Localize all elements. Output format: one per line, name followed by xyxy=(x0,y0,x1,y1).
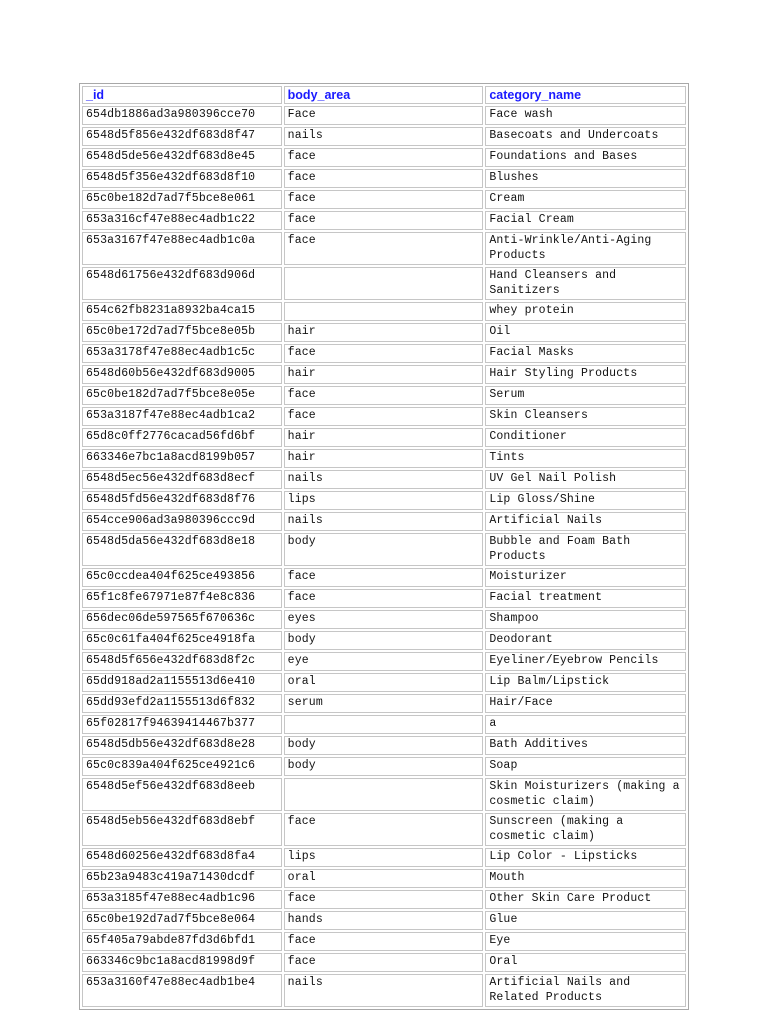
id-cell: 6548d5eb56e432df683d8ebf xyxy=(82,813,282,846)
category-name-cell: Lip Color - Lipsticks xyxy=(485,848,686,867)
table-row xyxy=(82,778,686,811)
body-area-cell xyxy=(284,267,484,300)
category-name-cell: Eyeliner/Eyebrow Pencils xyxy=(485,652,686,671)
body-area-cell: hair xyxy=(284,449,484,468)
table-row xyxy=(82,813,686,846)
id-cell: 6548d60256e432df683d8fa4 xyxy=(82,848,282,867)
table-row xyxy=(82,610,686,629)
category-name-cell: Lip Balm/Lipstick xyxy=(485,673,686,692)
body-area-cell: nails xyxy=(284,512,484,531)
category-name-cell: Deodorant xyxy=(485,631,686,650)
body-area-cell: face xyxy=(284,386,484,405)
category-name-cell: Serum xyxy=(485,386,686,405)
id-cell: 653a3187f47e88ec4adb1ca2 xyxy=(82,407,282,426)
id-cell: 6548d5f856e432df683d8f47 xyxy=(82,127,282,146)
id-cell: 65c0c61fa404f625ce4918fa xyxy=(82,631,282,650)
body-area-cell: hair xyxy=(284,323,484,342)
table-row xyxy=(82,631,686,650)
category-name-cell: Sunscreen (making a cosmetic claim) xyxy=(485,813,686,846)
body-area-cell: nails xyxy=(284,974,484,1007)
body-area-cell: face xyxy=(284,589,484,608)
id-cell: 653a3160f47e88ec4adb1be4 xyxy=(82,974,282,1007)
table-row xyxy=(82,211,686,230)
category-name-cell: Basecoats and Undercoats xyxy=(485,127,686,146)
id-cell: 6548d61756e432df683d906d xyxy=(82,267,282,300)
category-name-cell: Mouth xyxy=(485,869,686,888)
category-name-cell: Eye xyxy=(485,932,686,951)
id-cell: 65c0be182d7ad7f5bce8e061 xyxy=(82,190,282,209)
table-row xyxy=(82,736,686,755)
id-cell: 6548d5fd56e432df683d8f76 xyxy=(82,491,282,510)
category-name-cell: Skin Cleansers xyxy=(485,407,686,426)
body-area-cell: body xyxy=(284,631,484,650)
table-row xyxy=(82,470,686,489)
body-area-cell: serum xyxy=(284,694,484,713)
table-row xyxy=(82,974,686,1007)
table-row xyxy=(82,533,686,566)
body-area-cell: hair xyxy=(284,365,484,384)
body-area-cell: nails xyxy=(284,127,484,146)
table-row xyxy=(82,953,686,972)
table-row xyxy=(82,127,686,146)
table-row xyxy=(82,232,686,265)
body-area-cell: oral xyxy=(284,869,484,888)
table-row xyxy=(82,848,686,867)
body-area-cell: face xyxy=(284,148,484,167)
category-name-cell: Moisturizer xyxy=(485,568,686,587)
category-name-cell: Shampoo xyxy=(485,610,686,629)
category-name-cell: Blushes xyxy=(485,169,686,188)
id-cell: 653a3185f47e88ec4adb1c96 xyxy=(82,890,282,909)
id-cell: 654db1886ad3a980396cce70 xyxy=(82,106,282,125)
id-cell: 65c0be192d7ad7f5bce8e064 xyxy=(82,911,282,930)
table-row xyxy=(82,568,686,587)
body-area-cell: body xyxy=(284,757,484,776)
table-row xyxy=(82,302,686,321)
body-area-cell: hair xyxy=(284,428,484,447)
header-row xyxy=(82,86,686,104)
id-cell: 663346e7bc1a8acd8199b057 xyxy=(82,449,282,468)
category-name-cell: Hair Styling Products xyxy=(485,365,686,384)
table-row xyxy=(82,267,686,300)
column-header-body-area: body_area xyxy=(284,86,484,104)
id-cell: 653a3167f47e88ec4adb1c0a xyxy=(82,232,282,265)
category-name-cell: whey protein xyxy=(485,302,686,321)
category-name-cell: a xyxy=(485,715,686,734)
body-area-cell: eye xyxy=(284,652,484,671)
table-row xyxy=(82,652,686,671)
category-name-cell: Facial Masks xyxy=(485,344,686,363)
id-cell: 65dd918ad2a1155513d6e410 xyxy=(82,673,282,692)
body-area-cell: face xyxy=(284,813,484,846)
id-cell: 6548d5de56e432df683d8e45 xyxy=(82,148,282,167)
table-row xyxy=(82,715,686,734)
table-row xyxy=(82,169,686,188)
body-area-cell: oral xyxy=(284,673,484,692)
body-area-cell: eyes xyxy=(284,610,484,629)
table-row xyxy=(82,694,686,713)
category-name-cell: Hand Cleansers and Sanitizers xyxy=(485,267,686,300)
category-name-cell: Oil xyxy=(485,323,686,342)
id-cell: 653a316cf47e88ec4adb1c22 xyxy=(82,211,282,230)
body-area-cell: body xyxy=(284,533,484,566)
table-row xyxy=(82,323,686,342)
id-cell: 6548d5f656e432df683d8f2c xyxy=(82,652,282,671)
category-name-cell: Face wash xyxy=(485,106,686,125)
id-cell: 65f02817f94639414467b377 xyxy=(82,715,282,734)
category-name-cell: Artificial Nails and Related Products xyxy=(485,974,686,1007)
table-row xyxy=(82,148,686,167)
id-cell: 6548d5db56e432df683d8e28 xyxy=(82,736,282,755)
body-area-cell: nails xyxy=(284,470,484,489)
category-name-cell: Foundations and Bases xyxy=(485,148,686,167)
body-area-cell: face xyxy=(284,190,484,209)
category-name-cell: Bubble and Foam Bath Products xyxy=(485,533,686,566)
table-row xyxy=(82,106,686,125)
id-cell: 6548d5ef56e432df683d8eeb xyxy=(82,778,282,811)
table-row xyxy=(82,449,686,468)
category-name-cell: UV Gel Nail Polish xyxy=(485,470,686,489)
body-area-cell xyxy=(284,715,484,734)
body-area-cell: face xyxy=(284,890,484,909)
category-name-cell: Facial treatment xyxy=(485,589,686,608)
id-cell: 65c0c839a404f625ce4921c6 xyxy=(82,757,282,776)
category-name-cell: Artificial Nails xyxy=(485,512,686,531)
table-row xyxy=(82,911,686,930)
body-area-cell: face xyxy=(284,568,484,587)
body-area-cell: lips xyxy=(284,848,484,867)
table-row xyxy=(82,869,686,888)
category-name-cell: Lip Gloss/Shine xyxy=(485,491,686,510)
id-cell: 6548d5ec56e432df683d8ecf xyxy=(82,470,282,489)
table-row xyxy=(82,757,686,776)
table-body xyxy=(82,106,686,1007)
body-area-cell: face xyxy=(284,169,484,188)
body-area-cell xyxy=(284,302,484,321)
category-name-cell: Oral xyxy=(485,953,686,972)
category-name-cell: Hair/Face xyxy=(485,694,686,713)
table-row xyxy=(82,589,686,608)
table-row xyxy=(82,407,686,426)
id-cell: 65f1c8fe67971e87f4e8c836 xyxy=(82,589,282,608)
body-area-cell: lips xyxy=(284,491,484,510)
body-area-cell: body xyxy=(284,736,484,755)
column-header-id: _id xyxy=(82,86,282,104)
category-name-cell: Conditioner xyxy=(485,428,686,447)
column-header-category-name: category_name xyxy=(485,86,686,104)
category-name-cell: Other Skin Care Product xyxy=(485,890,686,909)
body-area-cell: face xyxy=(284,211,484,230)
table-row xyxy=(82,890,686,909)
body-area-cell: hands xyxy=(284,911,484,930)
id-cell: 65c0ccdea404f625ce493856 xyxy=(82,568,282,587)
id-cell: 65c0be172d7ad7f5bce8e05b xyxy=(82,323,282,342)
table-row xyxy=(82,673,686,692)
table-row xyxy=(82,491,686,510)
id-cell: 653a3178f47e88ec4adb1c5c xyxy=(82,344,282,363)
body-area-cell xyxy=(284,778,484,811)
category-name-cell: Facial Cream xyxy=(485,211,686,230)
body-area-cell: face xyxy=(284,344,484,363)
table-row xyxy=(82,190,686,209)
body-area-cell: face xyxy=(284,953,484,972)
body-area-cell: face xyxy=(284,232,484,265)
category-name-cell: Bath Additives xyxy=(485,736,686,755)
body-area-cell: face xyxy=(284,407,484,426)
data-table xyxy=(79,83,689,1010)
category-name-cell: Anti-Wrinkle/Anti-Aging Products xyxy=(485,232,686,265)
id-cell: 656dec06de597565f670636c xyxy=(82,610,282,629)
id-cell: 65b23a9483c419a71430dcdf xyxy=(82,869,282,888)
table-row xyxy=(82,512,686,531)
table-row xyxy=(82,365,686,384)
table-row xyxy=(82,932,686,951)
category-name-cell: Tints xyxy=(485,449,686,468)
body-area-cell: Face xyxy=(284,106,484,125)
table-row xyxy=(82,344,686,363)
category-name-cell: Glue xyxy=(485,911,686,930)
id-cell: 6548d5da56e432df683d8e18 xyxy=(82,533,282,566)
id-cell: 654c62fb8231a8932ba4ca15 xyxy=(82,302,282,321)
id-cell: 65f405a79abde87fd3d6bfd1 xyxy=(82,932,282,951)
category-name-cell: Cream xyxy=(485,190,686,209)
id-cell: 654cce906ad3a980396ccc9d xyxy=(82,512,282,531)
category-name-cell: Skin Moisturizers (making a cosmetic claim) xyxy=(485,778,686,811)
id-cell: 6548d5f356e432df683d8f10 xyxy=(82,169,282,188)
category-name-cell: Soap xyxy=(485,757,686,776)
id-cell: 65d8c0ff2776cacad56fd6bf xyxy=(82,428,282,447)
id-cell: 6548d60b56e432df683d9005 xyxy=(82,365,282,384)
table-row xyxy=(82,428,686,447)
id-cell: 65dd93efd2a1155513d6f832 xyxy=(82,694,282,713)
body-area-cell: face xyxy=(284,932,484,951)
id-cell: 65c0be182d7ad7f5bce8e05e xyxy=(82,386,282,405)
id-cell: 663346c9bc1a8acd81998d9f xyxy=(82,953,282,972)
table-row xyxy=(82,386,686,405)
